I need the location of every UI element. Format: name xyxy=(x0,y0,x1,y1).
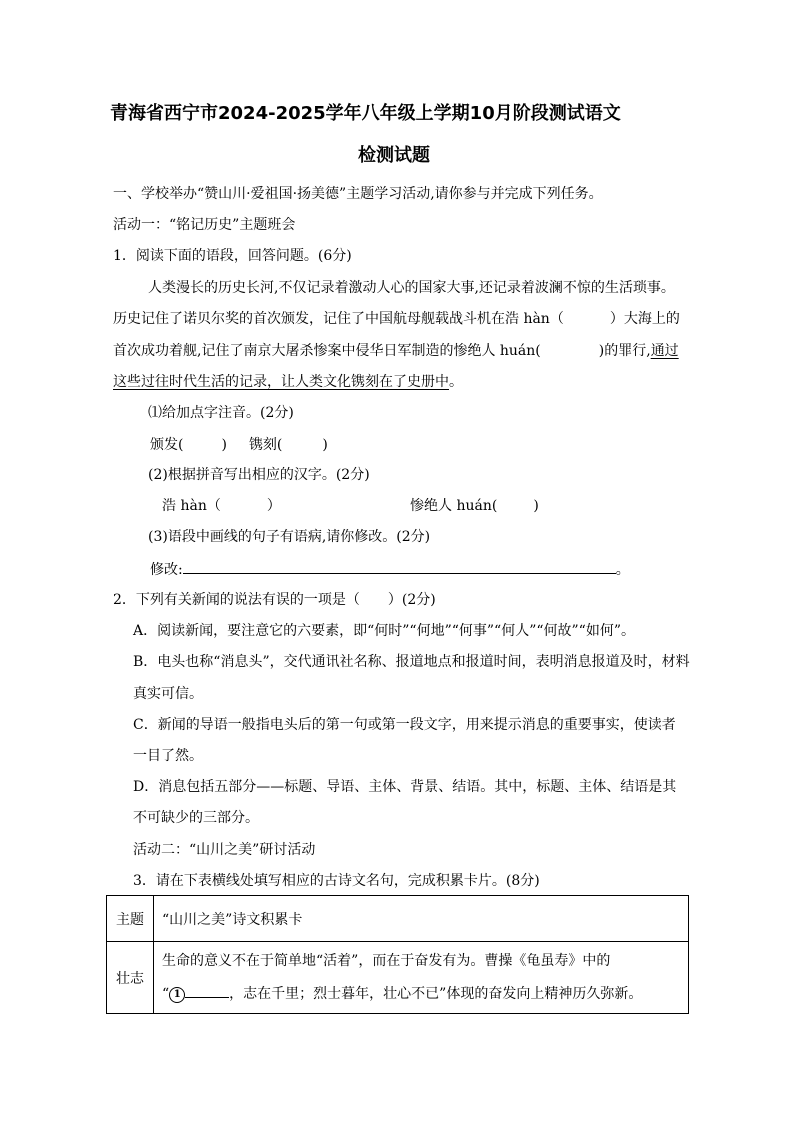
q1-sub3: (3)语段中画线的句子有语病,请你修改。(2分) xyxy=(148,529,431,545)
poem-answer-blank-1[interactable] xyxy=(185,983,229,998)
section1-heading: 一、学校举办“赞山川·爱祖国·扬美德”主题学习活动,请你参与并完成下列任务。 xyxy=(113,186,603,202)
q2-option-c-line1: C．新闻的导语一般指电头后的第一句或第一段文字，用来提示消息的重要事实，使读者 xyxy=(133,717,676,733)
revise-label: 修改: xyxy=(150,562,183,578)
q1-revise-row xyxy=(150,559,630,580)
card-row-ambition xyxy=(107,942,689,1014)
revise-end: 。 xyxy=(615,562,630,578)
card-theme-content: “山川之美”诗文积累卡 xyxy=(154,896,689,942)
juan-ke-close: ) xyxy=(322,437,328,453)
q1-sub2-answer-a xyxy=(162,496,281,516)
q1-paragraph-line3-b: )的罪行, xyxy=(598,343,651,359)
card-theme-label: 主题 xyxy=(107,896,154,942)
q1-paragraph-line2-b: ）大海上的 xyxy=(609,311,680,327)
q2-option-b-line1: B．电头也称“消息头”，交代通讯社名称、报道地点和报道时间，表明消息报道及时，材料 xyxy=(133,654,690,670)
activity1-label: 活动一：“铭记历史”主题班会 xyxy=(113,217,296,233)
q1-stem: 1．阅读下面的语段，回答问题。(6分) xyxy=(113,248,352,264)
q2-option-b-line2: 真实可信。 xyxy=(133,686,203,702)
q1-paragraph-line2 xyxy=(113,309,680,329)
juan-ke-label: 镌刻( xyxy=(248,437,283,453)
q1-paragraph-end: 。 xyxy=(449,374,463,390)
q2-option-a: A．阅读新闻，要注意它的六要素，即“何时”“何地”“何事”“何人”“何故”“如何”。 xyxy=(133,623,635,639)
exam-title-line2: 检测试题 xyxy=(358,145,430,166)
q1-underlined-sentence: 这些过往时代生活的记录，让人类文化镌刻在了史册中 xyxy=(113,374,449,390)
q1-paragraph-line4 xyxy=(113,372,463,392)
card-row-theme xyxy=(107,896,689,942)
card-ambition-label: 壮志 xyxy=(107,942,154,1014)
revise-answer-line[interactable] xyxy=(183,559,616,574)
q1-underlined-sentence-start: 通过 xyxy=(650,343,679,359)
q1-sub2: (2)根据拼音写出相应的汉字。(2分) xyxy=(148,467,370,483)
card-ambition-content xyxy=(154,942,689,1014)
blank-marker-circled-number: 1 xyxy=(169,987,185,1003)
q1-sub1: ⑴给加点字注音。(2分) xyxy=(148,405,294,421)
hao-han-label: 浩 hàn（ xyxy=(162,498,221,514)
can-jue-ren-huan-label: 惨绝人 huán( xyxy=(410,498,498,514)
ban-fa-close: ) xyxy=(221,437,227,453)
card-ambition-line1: 生命的意义不在于简单地“活着”，而在于奋发有为。曹操《龟虽寿》中的 xyxy=(162,952,611,969)
q1-paragraph-line2-a: 历史记住了诺贝尔奖的首次颁发，记住了中国航母舰载战斗机在浩 hàn（ xyxy=(113,311,564,327)
q2-option-d-line2: 不可缺少的三部分。 xyxy=(133,810,259,826)
q2-option-d-line1: D．消息包括五部分——标题、导语、主体、背景、结语。其中，标题、主体、结语是其 xyxy=(133,779,677,795)
q1-paragraph-line3 xyxy=(113,341,679,361)
q1-paragraph-line3-a: 首次成功着舰,记住了南京大屠杀惨案中侵华日军制造的惨绝人 huán( xyxy=(113,343,541,359)
q2-stem: 2．下列有关新闻的说法有误的一项是（ ）(2分) xyxy=(113,592,436,608)
ban-fa-label: 颁发( xyxy=(150,437,184,453)
hao-han-close: ） xyxy=(266,498,281,514)
q3-stem: 3．请在下表横线处填写相应的古诗文名句，完成积累卡片。(8分) xyxy=(133,873,540,889)
open-quote: “ xyxy=(162,985,170,1002)
q1-paragraph-line1: 人类漫长的历史长河,不仅记录着激动人心的国家大事,还记录着波澜不惊的生活琐事。 xyxy=(148,280,675,296)
q1-sub2-answer-b xyxy=(410,496,539,516)
activity2-label: 活动二：“山川之美”研讨活动 xyxy=(133,842,316,858)
q1-sub1-answers xyxy=(150,435,328,455)
q2-option-c-line2: 一目了然。 xyxy=(133,748,203,764)
accumulation-card-table xyxy=(106,895,689,1014)
exam-title-line1: 青海省西宁市2024-2025学年八年级上学期10月阶段测试语文 xyxy=(110,103,621,124)
card-ambition-line2 xyxy=(162,978,687,1011)
can-jue-ren-huan-close: ) xyxy=(533,498,539,514)
card-ambition-line2-text: ，志在千里；烈士暮年，壮心不已”体现的奋发向上精神历久弥新。 xyxy=(229,985,643,1002)
